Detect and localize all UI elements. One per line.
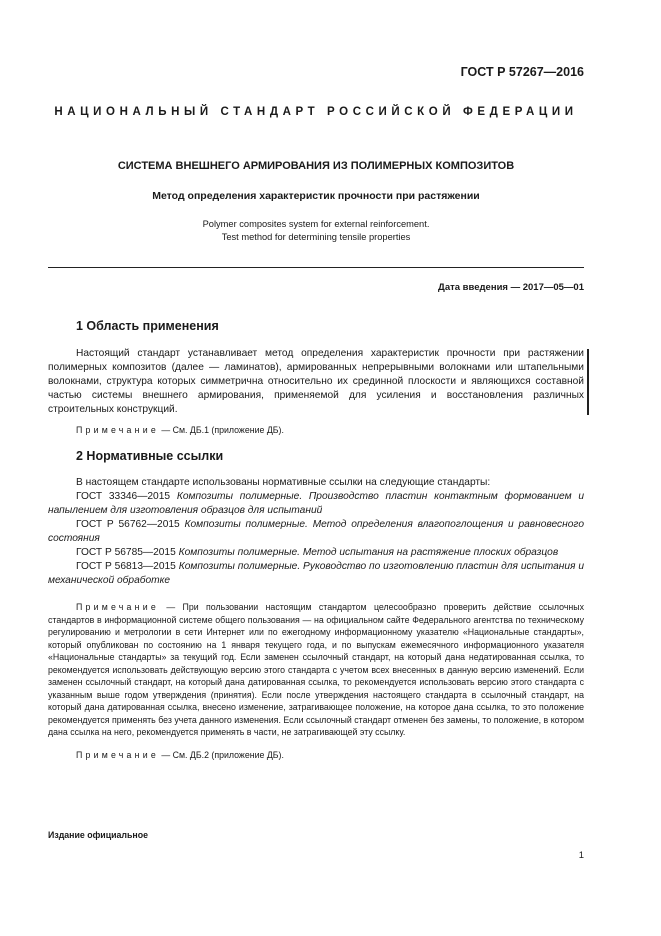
note-text: — См. ДБ.1 (приложение ДБ). (158, 425, 284, 435)
national-standard-banner: НАЦИОНАЛЬНЫЙ СТАНДАРТ РОССИЙСКОЙ ФЕДЕРАЦИИ (54, 106, 578, 118)
edition-label: Издание официальное (48, 830, 148, 840)
section-2-note-2 (48, 749, 584, 762)
section-1-note (48, 424, 584, 437)
reference-code: ГОСТ 33346—2015 (76, 491, 171, 502)
english-title-line-2: Test method for determining tensile properties (221, 232, 411, 242)
section-1-paragraph: Настоящий стандарт устанавливает метод определения характеристик прочности при растяжении полимерных композитов (далее — ламинатов), армированных непрерывными волокнами или штапельными волокнами, структура которых симметрична относительно их срединной плоскости и являющихся составной частью системы внешнего армирования, применяемой для усиления и восстановления различных строительных конструкций. (48, 348, 584, 415)
reference-title: Композиты полимерные. Метод определения влагопоглощения и равновесного состояния (48, 519, 584, 544)
reference-code: ГОСТ Р 56785—2015 (76, 547, 176, 558)
reference-item (48, 560, 584, 588)
reference-item (48, 546, 584, 560)
note-label: Примечание (76, 602, 159, 612)
section-2-intro: В настоящем стандарте использованы нормативные ссылки на следующие стандарты: (76, 477, 491, 488)
reference-code: ГОСТ Р 56762—2015 (76, 519, 180, 530)
reference-item (48, 490, 584, 518)
page-number: 1 (578, 850, 584, 861)
document-title: СИСТЕМА ВНЕШНЕГО АРМИРОВАНИЯ ИЗ ПОЛИМЕРНЫХ КОМПОЗИТОВ (117, 160, 515, 172)
change-bar (587, 349, 589, 415)
reference-code: ГОСТ Р 56813—2015 (76, 561, 176, 572)
note-label: Примечание (76, 750, 159, 760)
english-title (48, 218, 584, 244)
reference-item (48, 518, 584, 546)
section-1-body (48, 347, 584, 417)
section-2-note-1 (48, 601, 584, 739)
reference-title: Композиты полимерные. Метод испытания на растяжение плоских образцов (178, 547, 559, 558)
section-2-body (48, 476, 584, 588)
note-text: — При пользовании настоящим стандартом целесообразно проверить действие ссылочных стандартов в информационной системе общего пользования — на официальном сайте Федерального агентства по техническому регулированию и метрологии в сети Интернет или по ежегодному информационному указателю «Национальные стандарты», который опубликован по состоянию на 1 января текущего года, и по выпускам ежемесячного информационного указателя «Национальные стандарты» за текущий год. Если заменен ссылочный стандарт, на который дана недатированная ссылка, то рекомендуется использовать действующую версию этого стандарта с учетом всех внесенных в данную версию изменений. Если заменен ссылочный стандарт, на который дана датированная ссылка, то рекомендуется использовать версию этого стандарта с указанным выше годом утверждения (принятия). Если после утверждения настоящего стандарта в ссылочный стандарт, на который дана датированная ссылка, внесено изменение, затрагивающее положение, на которое дана ссылка, то это положение рекомендуется применять без учета данного изменения. Если ссылочный стандарт отменен без замены, то положение, в котором дана ссылка на него, рекомендуется применять в части, не затрагивающей эту ссылку. (48, 602, 584, 737)
gost-code: ГОСТ Р 57267—2016 (460, 65, 584, 79)
english-title-line-1: Polymer composites system for external reinforcement. (202, 219, 430, 229)
section-1-heading: 1 Область применения (76, 319, 219, 333)
note-label: Примечание (76, 425, 159, 435)
title-divider (48, 267, 584, 268)
note-text: — См. ДБ.2 (приложение ДБ). (158, 750, 284, 760)
reference-title: Композиты полимерные. Производство пластин контактным формованием и напылением для изготовления образцов для испытаний (48, 491, 585, 516)
intro-date: Дата введения — 2017—05—01 (438, 282, 584, 293)
section-2-heading: 2 Нормативные ссылки (76, 449, 224, 463)
reference-title: Композиты полимерные. Руководство по изготовлению пластин для испытания и механической обработке (48, 561, 584, 586)
document-subtitle: Метод определения характеристик прочности при растяжении (152, 190, 480, 202)
